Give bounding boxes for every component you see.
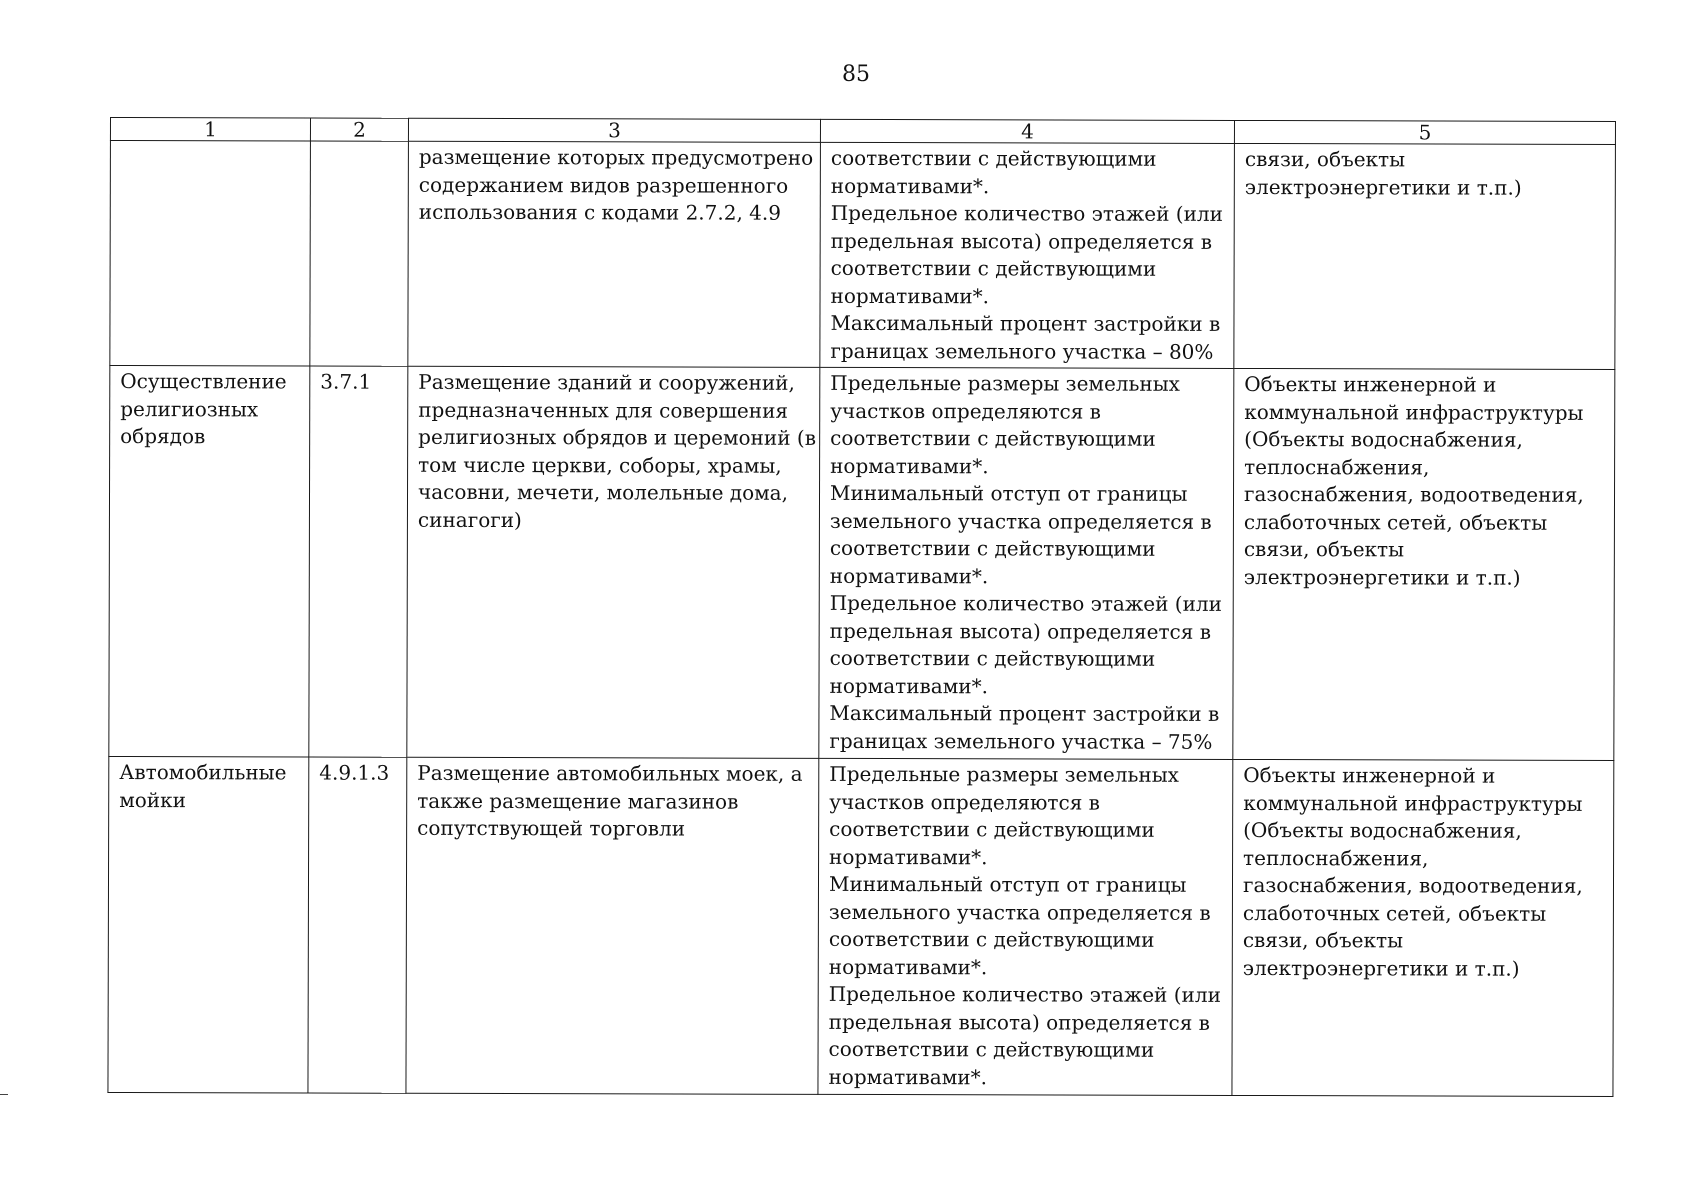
cell-text-line: религиозных обрядов и церемоний (в — [418, 424, 817, 450]
cell-text-line: нормативами*. — [829, 563, 989, 588]
cell-text-line: слаботочных сетей, объекты — [1243, 509, 1548, 535]
parameters-cell — [820, 142, 1235, 368]
cell-text-line: Предельное количество этажей (или — [829, 590, 1222, 616]
cell-text-line: предельная высота) определяется в — [828, 1009, 1210, 1035]
use-description-cell — [408, 141, 821, 367]
cell-text-line: газоснабжения, водоотведения, — [1243, 481, 1584, 507]
cell-text-line: Размещение зданий и сооружений, — [418, 369, 795, 395]
use-name-cell — [110, 141, 311, 367]
cell-text-line: использования с кодами 2.7.2, 4.9 — [418, 199, 782, 225]
cell-text-line: соответствии с действующими — [828, 1036, 1155, 1062]
cell-text-line: предельная высота) определяется в — [829, 618, 1212, 644]
cell-text-line: теплоснабжения, — [1243, 845, 1429, 870]
cell-text-line: религиозных — [120, 396, 259, 421]
cell-text-line: границах земельного участка – 80% — [830, 338, 1214, 364]
cell-text-line: нормативами*. — [828, 1064, 988, 1089]
column-header-4: 4 — [820, 119, 1234, 143]
cell-text-line: размещение которых предусмотрено — [418, 144, 814, 170]
cell-text-line: электроэнергетики и т.п.) — [1244, 174, 1522, 200]
use-code-cell — [310, 141, 409, 366]
cell-text-line: соответствии с действующими — [829, 535, 1156, 561]
table-row — [109, 366, 1615, 761]
cell-text-line: слаботочных сетей, объекты — [1242, 900, 1547, 926]
table-row — [108, 756, 1614, 1096]
cell-text-line: Объекты инженерной и — [1244, 371, 1497, 397]
cell-text-line: Максимальный процент застройки в — [829, 700, 1220, 726]
cell-text-line: содержанием видов разрешенного — [418, 172, 789, 198]
cell-text-line: земельного участка определяется в — [829, 508, 1212, 534]
cell-text-line: Объекты инженерной и — [1243, 762, 1496, 788]
cell-text-line: Предельное количество этажей (или — [830, 200, 1224, 226]
cell-text-line: соответствии с действующими — [828, 926, 1155, 952]
cell-text-line: теплоснабжения, — [1244, 454, 1430, 479]
cell-text-line: нормативами*. — [830, 173, 990, 198]
cell-text-line: газоснабжения, водоотведения, — [1242, 872, 1583, 898]
parameters-cell — [818, 758, 1233, 1095]
cell-text-line: участков определяются в — [829, 789, 1100, 815]
use-name-cell — [108, 756, 309, 1093]
cell-text-line: соответствии с действующими — [830, 425, 1156, 451]
cell-text-line: Минимальный отступ от границы — [829, 480, 1188, 506]
cell-text-line: границах земельного участка – 75% — [829, 728, 1213, 754]
cell-text-line: Минимальный отступ от границы — [828, 871, 1187, 897]
cell-text-line: Размещение автомобильных моек, а — [417, 760, 803, 786]
cell-text-line: синагоги) — [417, 507, 522, 532]
cell-text-line: мойки — [119, 787, 187, 812]
cell-text-line: соответствии с действующими — [830, 145, 1157, 171]
table-row — [110, 141, 1616, 370]
cell-text-line: нормативами*. — [829, 673, 989, 698]
cell-text-line: 3.7.1 — [320, 369, 372, 394]
cell-text-line: электроэнергетики и т.п.) — [1242, 955, 1520, 981]
cell-text-line: земельного участка определяется в — [828, 899, 1211, 925]
cell-text-line: (Объекты водоснабжения, — [1244, 426, 1523, 452]
page-number: 85 — [842, 62, 870, 87]
land-use-table — [107, 117, 1616, 1097]
cell-text-line: том числе церкви, соборы, храмы, — [418, 452, 782, 478]
infrastructure-cell — [1233, 368, 1615, 760]
cell-text-line: электроэнергетики и т.п.) — [1243, 564, 1521, 590]
cell-text-line: коммунальной инфраструктуры — [1244, 399, 1584, 425]
infrastructure-cell — [1232, 759, 1614, 1096]
cell-text-line: нормативами*. — [829, 844, 988, 869]
cell-text-line: сопутствующей торговли — [417, 815, 686, 841]
cell-text-line: Предельные размеры земельных — [829, 761, 1179, 787]
cell-text-line: соответствии с действующими — [829, 645, 1156, 671]
cell-text-line: связи, объекты — [1243, 536, 1405, 562]
cell-text-line: участков определяются в — [830, 398, 1101, 424]
cell-text-line: соответствии с действующими — [829, 816, 1155, 842]
cell-text-line: связи, объекты — [1242, 927, 1404, 953]
column-header-3: 3 — [408, 118, 820, 142]
cell-text-line: 4.9.1.3 — [319, 760, 390, 785]
cell-text-line: нормативами*. — [828, 954, 988, 979]
column-header-1: 1 — [110, 118, 310, 142]
use-description-cell — [406, 757, 819, 1094]
column-header-2: 2 — [310, 118, 408, 141]
cell-text-line: коммунальной инфраструктуры — [1243, 790, 1583, 816]
cell-text-line: предназначенных для совершения — [418, 397, 789, 423]
cell-text-line: Предельные размеры земельных — [830, 370, 1180, 396]
cell-text-line: Осуществление — [120, 369, 287, 394]
cell-text-line: Предельное количество этажей (или — [828, 981, 1221, 1007]
column-header-5: 5 — [1234, 120, 1615, 144]
cell-text-line: нормативами*. — [830, 453, 989, 478]
cell-text-line: предельная высота) определяется в — [830, 228, 1213, 254]
margin-mark — [0, 1094, 8, 1095]
cell-text-line: соответствии с действующими — [830, 255, 1157, 281]
cell-text-line: связи, объекты — [1244, 146, 1406, 172]
cell-text-line: (Объекты водоснабжения, — [1243, 817, 1522, 843]
cell-text-line: Максимальный процент застройки в — [830, 310, 1221, 336]
infrastructure-cell — [1234, 143, 1616, 369]
parameters-cell — [819, 367, 1234, 759]
use-code-cell — [308, 757, 407, 1093]
use-description-cell — [407, 366, 820, 758]
cell-text-line: нормативами*. — [830, 283, 990, 308]
cell-text-line: Автомобильные — [119, 760, 287, 785]
cell-text-line: обрядов — [120, 424, 206, 449]
cell-text-line: часовни, мечети, молельные дома, — [417, 479, 789, 505]
use-code-cell — [309, 366, 408, 757]
use-name-cell — [109, 366, 310, 758]
cell-text-line: также размещение магазинов — [417, 788, 739, 814]
